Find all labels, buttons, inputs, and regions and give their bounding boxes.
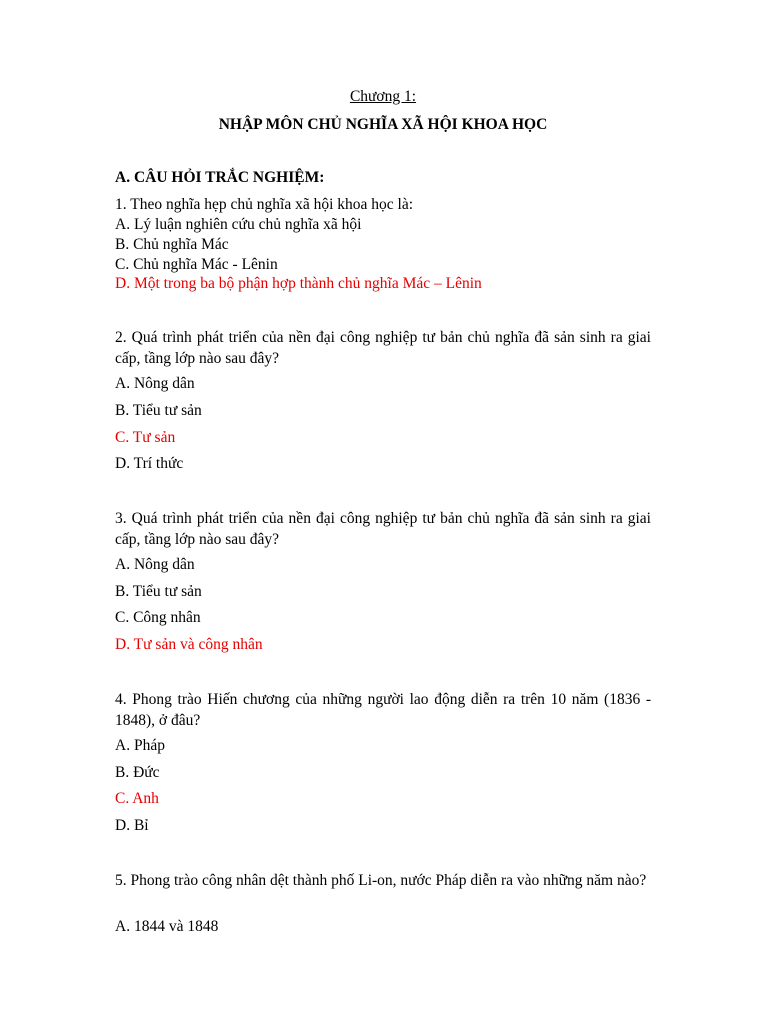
- question-2: 2. Quá trình phát triển của nền đại công nghiệp tư bản chủ nghĩa đã sản sinh ra giai cấp, tầng lớp nào sau đây?: [115, 329, 651, 367]
- question-2-option-a: A. Nông dân: [115, 375, 195, 392]
- question-3-option-b: B. Tiểu tư sản: [115, 583, 202, 600]
- question-1-option-b: B. Chủ nghĩa Mác: [115, 236, 229, 253]
- section-heading: A. CÂU HỎI TRẮC NGHIỆM:: [115, 169, 325, 186]
- question-1-option-d-correct: D. Một trong ba bộ phận hợp thành chủ nghĩa Mác – Lênin: [115, 275, 482, 292]
- question-4: 4. Phong trào Hiến chương của những người lao động diễn ra trên 10 năm (1836 - 1848), ở đâu?: [115, 691, 651, 729]
- question-3-option-c: C. Công nhân: [115, 609, 201, 626]
- question-3: 3. Quá trình phát triển của nền đại công nghiệp tư bản chủ nghĩa đã sản sinh ra giai cấp, tầng lớp nào sau đây?: [115, 510, 651, 548]
- question-5: 5. Phong trào công nhân dệt thành phố Li-on, nước Pháp diễn ra vào những năm nào?: [115, 872, 647, 889]
- question-2-option-b: B. Tiểu tư sản: [115, 402, 202, 419]
- question-1-option-c: C. Chủ nghĩa Mác - Lênin: [115, 256, 278, 273]
- question-4-option-d: D. Bỉ: [115, 817, 149, 834]
- document-title: NHẬP MÔN CHỦ NGHĨA XÃ HỘI KHOA HỌC: [218, 116, 548, 133]
- question-1-option-a: A. Lý luận nghiên cứu chủ nghĩa xã hội: [115, 216, 362, 233]
- question-1: 1. Theo nghĩa hẹp chủ nghĩa xã hội khoa học là:: [115, 196, 414, 213]
- question-2-option-d: D. Trí thức: [115, 455, 184, 472]
- question-3-option-a: A. Nông dân: [115, 556, 195, 573]
- document-page: [115, 0, 651, 1024]
- question-5-option-a: A. 1844 và 1848: [115, 918, 219, 935]
- question-4-option-c-correct: C. Anh: [115, 790, 159, 807]
- chapter-label: Chương 1:: [349, 88, 417, 105]
- question-3-option-d-correct: D. Tư sản và công nhân: [115, 636, 263, 653]
- question-4-option-a: A. Pháp: [115, 737, 165, 754]
- question-2-option-c-correct: C. Tư sản: [115, 429, 176, 446]
- question-4-option-b: B. Đức: [115, 764, 160, 781]
